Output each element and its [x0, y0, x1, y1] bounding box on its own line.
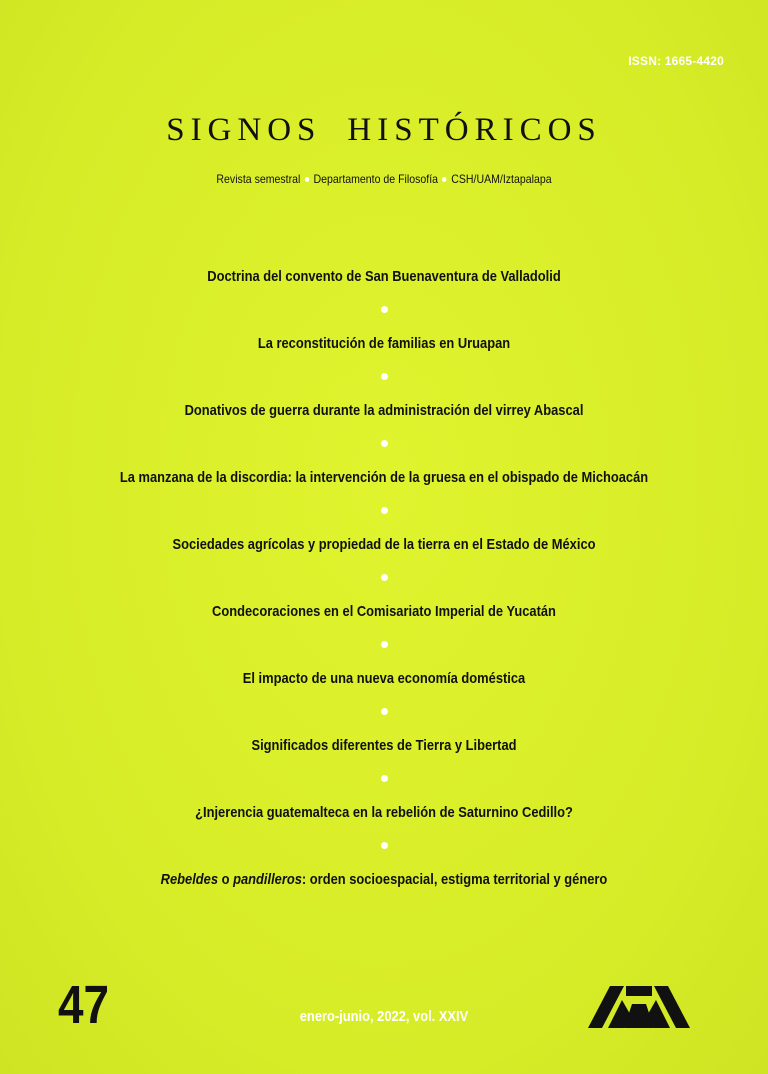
subtitle — [46, 172, 722, 186]
issue-number: 47 — [58, 975, 110, 1035]
date-volume: enero-junio, 2022, vol. XXIV — [299, 1008, 469, 1025]
uam-logo-icon — [588, 986, 690, 1028]
bullet-dot-icon — [381, 574, 388, 581]
toc-item: La manzana de la discordia: la intervención de la gruesa en el obispado de Michoacán — [119, 469, 649, 486]
toc-item: El impacto de una nueva economía doméstica — [242, 670, 526, 687]
bullet-dot-icon — [381, 306, 388, 313]
bullet-dot-icon — [381, 708, 388, 715]
subtitle-part-2: Departamento de Filosofía — [313, 172, 439, 186]
title-word-1: SIGNOS — [166, 112, 322, 148]
toc-item: Doctrina del convento de San Buenaventura de Valladolid — [207, 268, 561, 285]
subtitle-part-3: CSH/UAM/Iztapalapa — [451, 172, 552, 186]
table-of-contents — [0, 266, 768, 891]
title-word-2: HISTÓRICOS — [347, 112, 602, 148]
toc-item: La reconstitución de familias en Uruapan — [257, 335, 511, 352]
separator-dot-icon — [442, 177, 446, 182]
bullet-dot-icon — [381, 842, 388, 849]
toc-item: Sociedades agrícolas y propiedad de la tierra en el Estado de México — [172, 536, 596, 553]
toc-item: Significados diferentes de Tierra y Libertad — [251, 737, 517, 754]
italic-word-rebeldes: Rebeldes — [160, 871, 219, 888]
magazine-title — [0, 112, 768, 149]
bullet-dot-icon — [381, 641, 388, 648]
issn-label: ISSN: 1665-4420 — [628, 54, 724, 68]
toc-item: Condecoraciones en el Comisariato Imperial de Yucatán — [212, 603, 556, 620]
italic-word-pandilleros: pandilleros — [233, 871, 302, 888]
conjunction: o — [218, 871, 234, 888]
toc-item: Donativos de guerra durante la administración del virrey Abascal — [184, 402, 584, 419]
bullet-dot-icon — [381, 440, 388, 447]
bullet-dot-icon — [381, 507, 388, 514]
toc-item-last — [54, 869, 714, 891]
bullet-dot-icon — [381, 373, 388, 380]
bullet-dot-icon — [381, 775, 388, 782]
toc-item: ¿Injerencia guatemalteca en la rebelión de Saturnino Cedillo? — [195, 804, 573, 821]
subtitle-part-1: Revista semestral — [216, 172, 301, 186]
separator-dot-icon — [305, 177, 309, 182]
toc-item-rest: : orden socioespacial, estigma territorial y género — [301, 871, 608, 888]
